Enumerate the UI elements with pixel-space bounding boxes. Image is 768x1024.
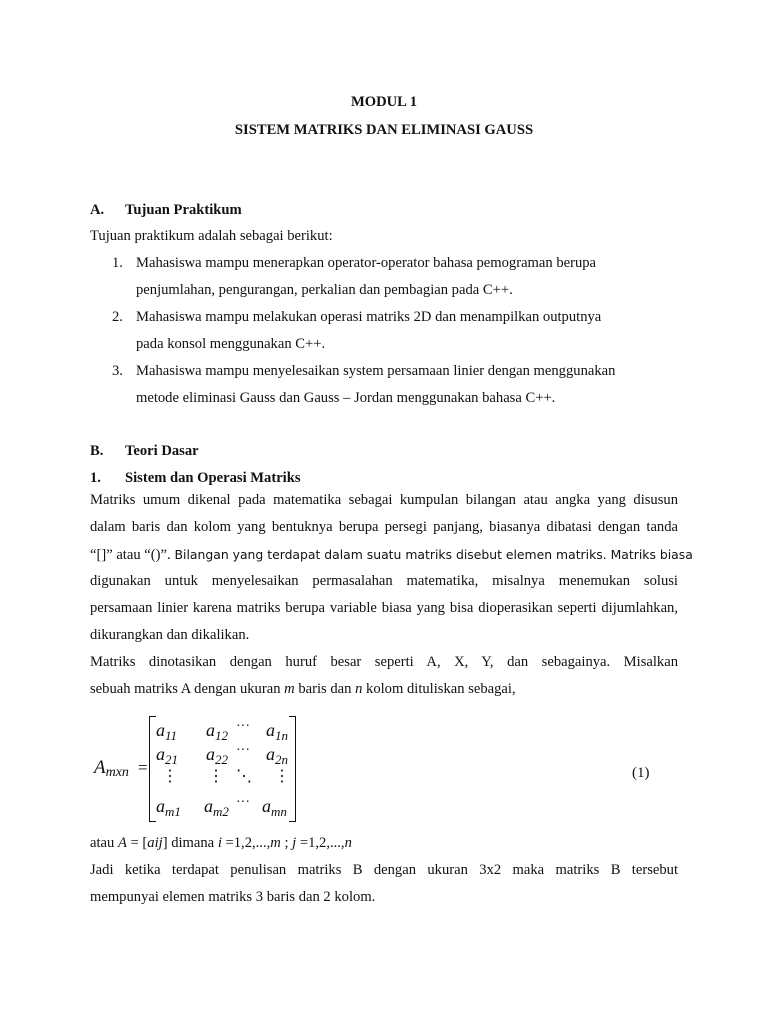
matrix-cell: $a_{21}$ <box>156 744 178 767</box>
matrix-lhs: $A_{mxn}$ <box>94 757 129 780</box>
paragraph-line: digunakan untuk menyelesaikan permasalahan matematika, misalnya menemukan solusi <box>90 573 678 589</box>
matrix-cell: $a_{m1}$ <box>156 796 181 819</box>
diagonal-dots: ⋱ <box>236 768 252 785</box>
paragraph-line: Matriks umum dikenal pada matematika sebagai kumpulan bilangan atau angka yang disusun <box>90 492 678 508</box>
list-item-text: Mahasiswa mampu menyelesaikan system persamaan linier dengan menggunakan <box>136 363 616 379</box>
list-item-number: 1. <box>112 255 123 271</box>
bracket-symbols: “[]” atau “()”. <box>90 547 171 563</box>
variable-n: n <box>355 681 363 697</box>
matrix-cell: $a_{2n}$ <box>266 744 288 767</box>
paragraph-line <box>90 541 693 568</box>
paragraph-notation <box>90 830 678 911</box>
list-item <box>90 304 678 358</box>
section-b-letter: B. <box>90 443 104 459</box>
subsection-title: Sistem dan Operasi Matriks <box>125 470 301 486</box>
vertical-dots: ⋮ <box>274 768 290 785</box>
list-item-text: metode eliminasi Gauss dan Gauss – Jordan menggunakan bahasa C++. <box>136 390 556 406</box>
variable-m: m <box>284 681 295 697</box>
list-item-text: penjumlahan, pengurangan, perkalian dan pembagian pada C++. <box>136 282 513 298</box>
list-item <box>90 250 678 304</box>
vertical-dots: ⋮ <box>208 768 224 785</box>
matrix-equation <box>94 712 694 824</box>
paragraph-line: Matriks dinotasikan dengan huruf besar seperti A, X, Y, dan sebagainya. Misalkan <box>90 654 678 670</box>
page-title: MODUL 1 <box>350 94 418 110</box>
right-bracket <box>289 716 296 822</box>
list-item-text: pada konsol menggunakan C++. <box>136 336 326 352</box>
matrix-cell: $a_{22}$ <box>206 744 228 767</box>
horizontal-dots: ··· <box>236 719 250 734</box>
objectives-list <box>90 250 678 412</box>
page-subtitle: SISTEM MATRIKS DAN ELIMINASI GAUSS <box>234 122 534 138</box>
list-item-text: Mahasiswa mampu melakukan operasi matriks 2D dan menampilkan outputnya <box>136 309 602 325</box>
list-item-number: 2. <box>112 309 123 325</box>
section-a-letter: A. <box>90 202 105 218</box>
notation-line: atau A = [aij] dimana i =1,2,...,m ; j =1,2,...,n <box>90 835 352 851</box>
matrix-cell: $a_{m2}$ <box>204 796 229 819</box>
matrix-cell: $a_{1n}$ <box>266 720 288 743</box>
section-a-heading <box>90 200 242 220</box>
paragraph-line: Jadi ketika terdapat penulisan matriks B dengan ukuran 3x2 maka matriks B tersebut <box>90 862 678 878</box>
matrix-cell: $a_{12}$ <box>206 720 228 743</box>
paragraph-line: dikurangkan dan dikalikan. <box>90 627 250 643</box>
section-b-title: Teori Dasar <box>125 443 199 459</box>
section-a-title: Tujuan Praktikum <box>125 202 242 218</box>
paragraph-line: mempunyai elemen matriks 3 baris dan 2 kolom. <box>90 889 376 905</box>
paragraph-line: sebuah matriks A dengan ukuran m baris dan n kolom dituliskan sebagai, <box>90 681 516 697</box>
left-bracket <box>149 716 156 822</box>
vertical-dots: ⋮ <box>162 768 178 785</box>
equals-sign: = <box>138 758 148 777</box>
paragraph-matrix-intro <box>90 487 693 703</box>
subsection-number: 1. <box>90 470 101 486</box>
list-item <box>90 358 678 412</box>
list-item-number: 3. <box>112 363 123 379</box>
matrix-cell: $a_{11}$ <box>156 720 178 743</box>
section-a-intro <box>90 223 678 250</box>
subsection-heading <box>90 468 301 488</box>
paragraph-line: persamaan linier karena matriks berupa variable biasa yang bisa dioperasikan seperti dijumlahkan, <box>90 600 678 616</box>
intro-text: Tujuan praktikum adalah sebagai berikut: <box>90 228 333 244</box>
list-item-text: Mahasiswa mampu menerapkan operator-operator bahasa pemograman berupa <box>136 255 597 271</box>
horizontal-dots: ··· <box>236 743 250 758</box>
horizontal-dots: ··· <box>236 795 250 810</box>
paragraph-line-part: Bilangan yang terdapat dalam suatu matriks disebut elemen matriks. Matriks biasa <box>170 547 693 562</box>
matrix-cell: $a_{mn}$ <box>262 796 287 819</box>
section-b-heading <box>90 441 199 461</box>
equation-number: (1) <box>632 765 650 781</box>
paragraph-line: dalam baris dan kolom yang bentuknya berupa persegi panjang, biasanya dibatasi dengan tanda <box>90 519 678 535</box>
